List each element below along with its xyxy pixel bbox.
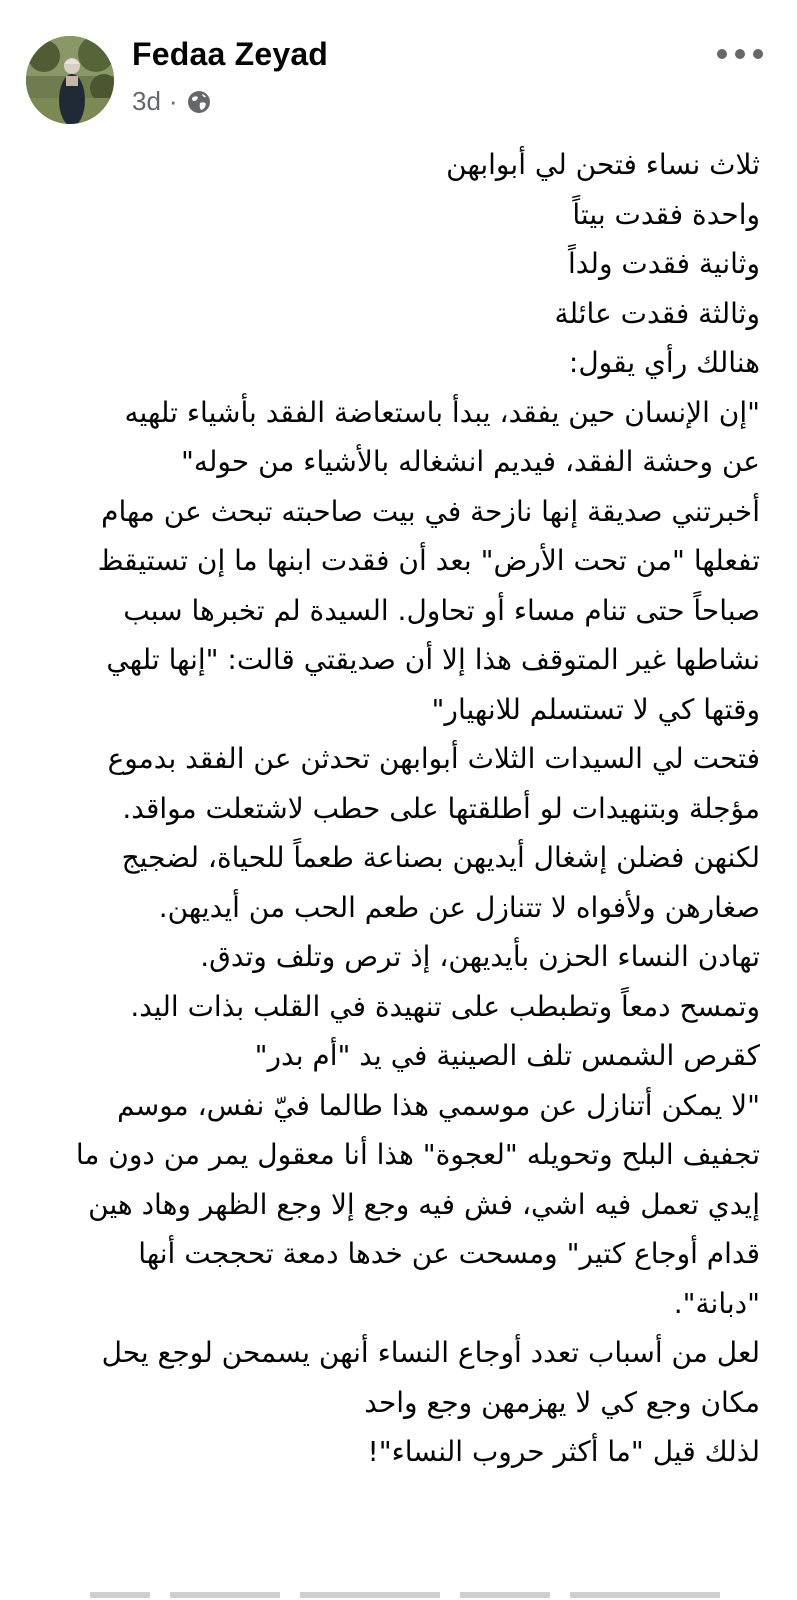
post-text-line: نشاطها غير المتوقف هذا إلا أن صديقتي قالت: "إنها تلهي: [106, 643, 760, 676]
globe-icon[interactable]: [186, 89, 212, 115]
post-text-line: "إن الإنسان حين يفقد، يبدأ باستعاضة الفقد بأشياء تلهيه: [124, 395, 760, 429]
post-header: [0, 0, 797, 140]
post-text-line: صباحاً حتى تنام مساء أو تحاول. السيدة لم تخبرها سبب: [123, 593, 760, 627]
post-text-line: تفعلها "من تحت الأرض" بعد أن فقدت ابنها ما إن تستيقظ: [97, 544, 760, 577]
avatar-photo: [26, 36, 114, 124]
meta-separator: ·: [168, 86, 178, 116]
post-text-line: "لا يمكن أتنازل عن موسمي هذا طالما فيّ نفس، موسم: [117, 1088, 760, 1122]
post-text-line: واحدة فقدت بيتاً: [572, 197, 760, 231]
post-body: [20, 140, 760, 1477]
post-text-line: وثانية فقدت ولداً: [567, 247, 760, 280]
post-text-line: "دبانة".: [673, 1286, 760, 1320]
post-text-line: مكان وجع كي لا يهزمهن وجع واحد: [364, 1385, 760, 1419]
post-text-line: ثلاث نساء فتحن لي أبوابهن: [446, 148, 760, 181]
post-text-line: تهادن النساء الحزن بأيديهن، إذ ترص وتلف وتدق.: [200, 940, 760, 973]
more-options-icon: [712, 47, 768, 61]
post-text-line: أخبرتني صديقة إنها نازحة في بيت صاحبته تبحث عن مهام: [101, 494, 760, 528]
more-options-button[interactable]: [712, 36, 768, 72]
post-text-line: قدام أوجاع كتير" ومسحت عن خدها دمعة تحججت أنها: [138, 1237, 760, 1270]
author-avatar[interactable]: [26, 36, 114, 124]
post-text-line: هنالك رأي يقول:: [568, 346, 760, 379]
post-text-line: صغارهن ولأفواه لا تتنازل عن طعم الحب من أيديهن.: [158, 890, 760, 924]
post-text-line: كقرص الشمس تلف الصينية في يد "أم بدر": [254, 1039, 760, 1072]
post-text-line: فتحت لي السيدات الثلاث أبوابهن تحدثن عن الفقد بدموع: [107, 742, 760, 775]
post-text-line: وتمسح دمعاً وتطبطب على تنهيدة في القلب بذات اليد.: [130, 989, 760, 1023]
next-content-cutoff: [0, 1578, 797, 1600]
post-text-line: عن وحشة الفقد، فيديم انشغاله بالأشياء من حوله": [180, 445, 760, 478]
post-text-line: تجفيف البلح وتحويله "لعجوة" هذا أنا معقول يمر من دون ما: [75, 1138, 760, 1171]
post-text-line: إيدي تعمل فيه اشي، فش فيه وجع إلا وجع الظهر وهاد هين: [88, 1187, 760, 1221]
author-name[interactable]: Fedaa Zeyad: [132, 36, 329, 72]
post-text-line: وقتها كي لا تستسلم للانهيار": [431, 692, 760, 726]
post-meta: [132, 86, 212, 117]
post-timestamp[interactable]: 3d: [132, 86, 161, 116]
post-text-line: لعل من أسباب تعدد أوجاع النساء أنهن يسمحن لوجع يحل: [101, 1336, 760, 1369]
post-text-line: لكنهن فضلن إشغال أيديهن بصناعة طعماً للحياة، لضجيج: [121, 841, 760, 874]
post-text-line: مؤجلة وبتنهيدات لو أطلقتها على حطب لاشتعلت مواقد.: [122, 791, 760, 825]
post-text-line: وثالثة فقدت عائلة: [554, 296, 760, 330]
post-text-line: لذلك قيل "ما أكثر حروب النساء"!: [367, 1435, 760, 1468]
